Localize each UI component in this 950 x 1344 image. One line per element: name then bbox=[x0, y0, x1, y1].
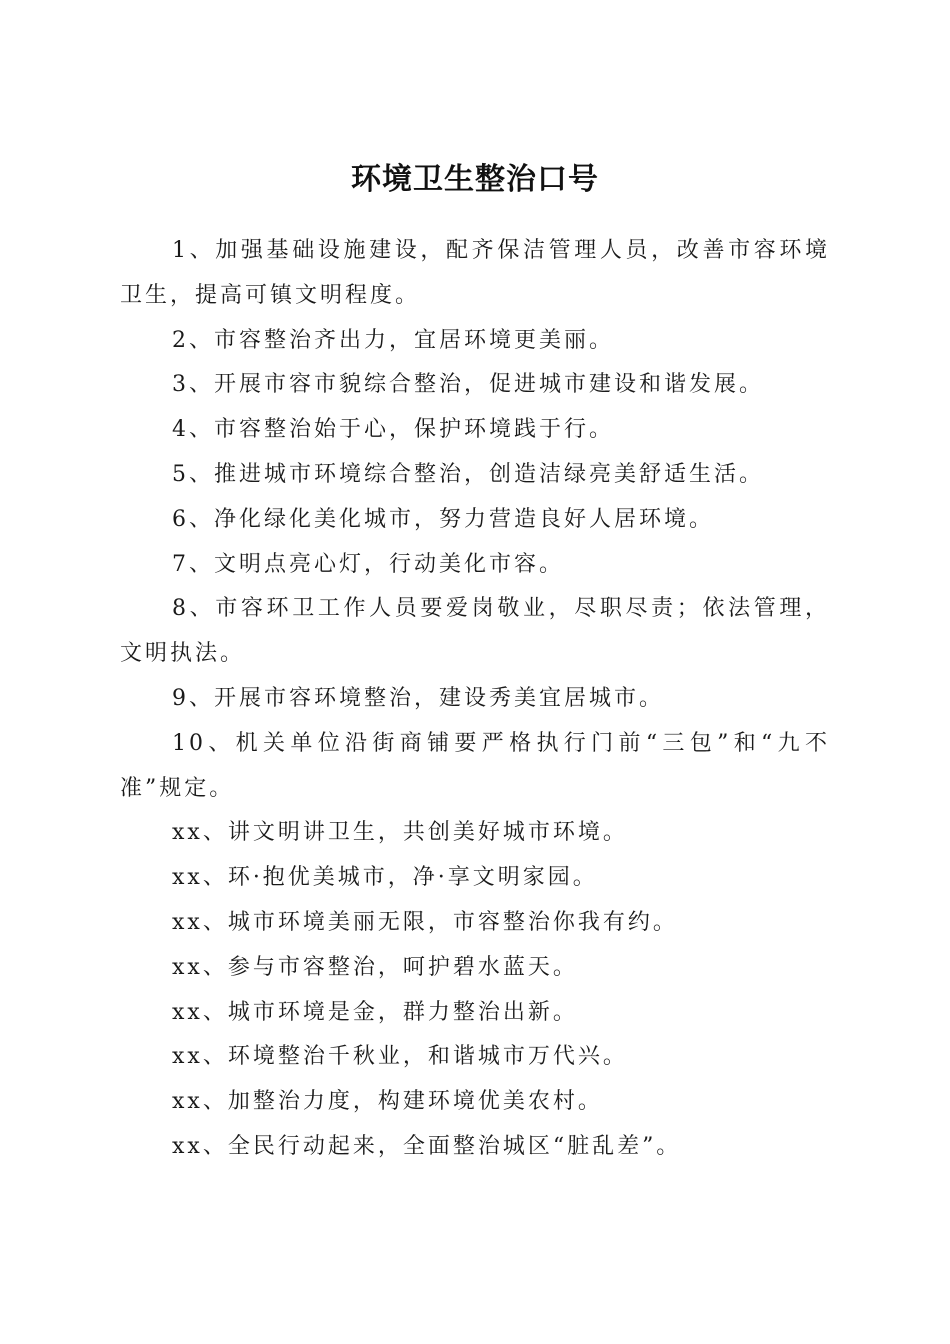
slogan-paragraph: 1、加强基础设施建设，配齐保洁管理人员，改善市容环境卫生，提高可镇文明程度。 bbox=[120, 238, 830, 308]
slogan-paragraph: 5、推进城市环境综合整治，创造洁绿亮美舒适生活。 bbox=[172, 461, 764, 487]
slogan-paragraph: 6、净化绿化美化城市，努力营造良好人居环境。 bbox=[172, 506, 714, 532]
slogan-paragraph: 9、开展市容环境整治，建设秀美宜居城市。 bbox=[172, 685, 664, 711]
slogan-paragraph: xx、城市环境美丽无限，市容整治你我有约。 bbox=[172, 909, 678, 935]
slogan-paragraph: 10、机关单位沿街商铺要严格执行门前“三包”和“九不准”规定。 bbox=[120, 730, 830, 801]
document-title: 环境卫生整治口号 bbox=[351, 162, 599, 198]
slogan-paragraph: xx、全民行动起来，全面整治城区“脏乱差”。 bbox=[172, 1133, 682, 1159]
slogan-paragraph: xx、环·抱优美城市，净·享文明家园。 bbox=[172, 865, 598, 891]
slogan-paragraph: 4、市容整治始于心，保护环境践于行。 bbox=[172, 417, 614, 443]
slogan-paragraph: xx、讲文明讲卫生，共创美好城市环境。 bbox=[172, 820, 628, 846]
document-body bbox=[120, 229, 830, 1170]
slogan-paragraph: 2、市容整治齐出力，宜居环境更美丽。 bbox=[172, 327, 614, 353]
slogan-paragraph: xx、加整治力度，构建环境优美农村。 bbox=[172, 1089, 603, 1115]
slogan-paragraph: xx、环境整治千秋业，和谐城市万代兴。 bbox=[172, 1044, 628, 1070]
slogan-paragraph: 7、文明点亮心灯，行动美化市容。 bbox=[172, 551, 564, 577]
slogan-paragraph: xx、城市环境是金，群力整治出新。 bbox=[172, 999, 578, 1025]
slogan-paragraph: xx、参与市容整治，呵护碧水蓝天。 bbox=[172, 954, 578, 980]
slogan-paragraph: 3、开展市容市貌综合整治，促进城市建设和谐发展。 bbox=[172, 372, 764, 398]
slogan-paragraph: 8、市容环卫工作人员要爱岗敬业，尽职尽责；依法管理，文明执法。 bbox=[120, 596, 830, 667]
